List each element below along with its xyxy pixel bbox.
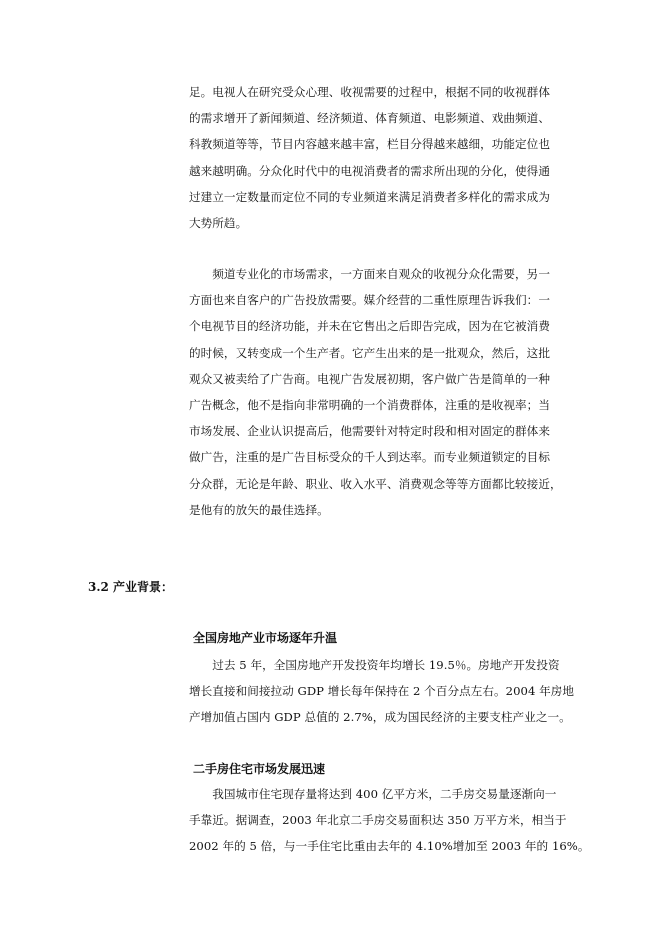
text-line: 2002 年的 5 倍，与一手住宅比重由去年的 4.10%增加至 2003 年的 16%。: [189, 839, 590, 854]
text-line: 科教频道等等，节目内容越来越丰富，栏目分得越来越细，功能定位也: [189, 137, 550, 152]
text-line: 过建立一定数量而定位不同的专业频道来满足消费者多样化的需求成为: [189, 189, 550, 204]
text-line: 观众又被卖给了广告商。电视广告发展初期，客户做广告是简单的一种: [189, 371, 550, 386]
text-line: 广告概念，他不是指向非常明确的一个消费群体，注重的是收视率；当: [189, 397, 550, 412]
text-line: 市场发展、企业认识提高后，他需要针对特定时段和相对固定的群体来: [189, 424, 550, 439]
text-line: 手靠近。据调查，2003 年北京二手房交易面积达 350 万平方米，相当于: [189, 813, 567, 828]
text-line: 的时候，又转变成一个生产者。它产生出来的是一批观众，然后，这批: [189, 345, 550, 360]
paragraph-second-hand-housing: [189, 781, 590, 860]
subsection-title-real-estate-market: 全国房地产业市场逐年升温: [193, 631, 338, 645]
text-line: 是他有的放矢的最佳选择。: [189, 502, 329, 517]
text-line: 大势所趋。: [189, 215, 248, 230]
text-line: 分众群，无论是年龄、职业、收入水平、消费观念等等方面都比较接近，: [189, 476, 562, 491]
text-line: 增长直接和间接拉动 GDP 增长每年保持在 2 个百分点左右。2004 年房地: [189, 684, 575, 699]
text-line: 的需求增开了新闻频道、经济频道、体育频道、电影频道、戏曲频道、: [189, 111, 550, 126]
paragraph-2: [189, 261, 562, 523]
text-line: 过去 5 年，全国房地产开发投资年均增长 19.5％。房地产开发投资: [189, 658, 560, 672]
paragraph-1: [189, 79, 559, 236]
text-line: 越来越明确。分众化时代中的电视消费者的需求所出现的分化，使得通: [189, 163, 550, 178]
text-line: 产增加值占国内 GDP 总值的 2.7%，成为国民经济的主要支柱产业之一。: [189, 710, 571, 725]
section-heading: 3.2 产业背景：: [88, 580, 174, 594]
text-line: 频道专业化的市场需求，一方面来自观众的收视分众化需要，另一: [189, 267, 550, 281]
text-line: 足。电视人在研究受众心理、收视需要的过程中，根据不同的收视群体: [189, 85, 550, 99]
paragraph-real-estate-market: [189, 652, 575, 731]
text-line: 做广告，注重的是广告目标受众的千人到达率。而专业频道锁定的目标: [189, 450, 550, 465]
text-line: 方面也来自客户的广告投放需要。媒介经营的二重性原理告诉我们：一: [189, 293, 550, 308]
subsection-title-second-hand-housing: 二手房住宅市场发展迅速: [193, 762, 326, 776]
text-line: 我国城市住宅现存量将达到 400 亿平方米，二手房交易量逐渐向一: [189, 787, 557, 801]
text-line: 个电视节目的经济功能，并未在它售出之后即告完成，因为在它被消费: [189, 319, 550, 334]
